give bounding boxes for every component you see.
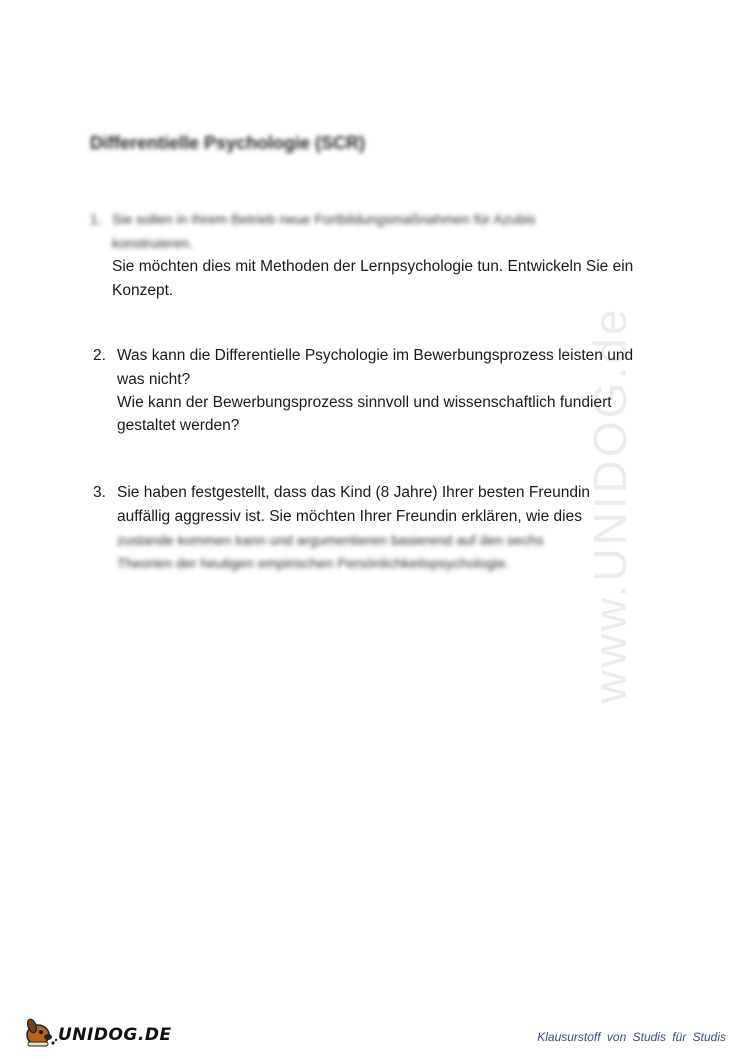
question-3-line: zustande kommen kann und argumentieren basierend auf den sechs: [117, 532, 544, 548]
question-3-line: Sie haben festgestellt, dass das Kind (8 Jahre) Ihrer besten Freundin: [117, 484, 591, 501]
question-3-line: auffällig aggressiv ist. Sie möchten Ihrer Freundin erklären, wie dies: [117, 508, 582, 525]
question-2-line: gestaltet werden?: [117, 417, 240, 434]
logo-text: UNIDOG.DE: [58, 1025, 172, 1045]
question-2-number: 2.: [93, 347, 106, 364]
question-2-line: was nicht?: [117, 371, 191, 388]
question-1-line: Sie sollen in Ihrem Betrieb neue Fortbildungsmaßnahmen für Azubis: [112, 211, 536, 227]
question-1-number: 1.: [90, 211, 102, 227]
question-3-number: 3.: [93, 484, 106, 501]
question-1-line: Konzept.: [112, 282, 174, 299]
question-1-line: konstruieren.: [112, 235, 193, 251]
footer-tagline: Klausurstoff von Studis für Studis: [537, 1030, 726, 1044]
question-3-line: Theorien der heutigen empirischen Persönlichkeitspsychologie.: [117, 555, 510, 571]
question-2-line: Was kann die Differentielle Psychologie im Bewerbungsprozess leisten und: [117, 347, 634, 364]
page-title: Differentielle Psychologie (SCR): [90, 133, 366, 153]
question-2-line: Wie kann der Bewerbungsprozess sinnvoll und wissenschaftlich fundiert: [117, 394, 612, 411]
question-1-line: Sie möchten dies mit Methoden der Lernpsychologie tun. Entwickeln Sie ein: [112, 258, 634, 275]
watermark: www.UNIDOG.de: [584, 306, 636, 704]
